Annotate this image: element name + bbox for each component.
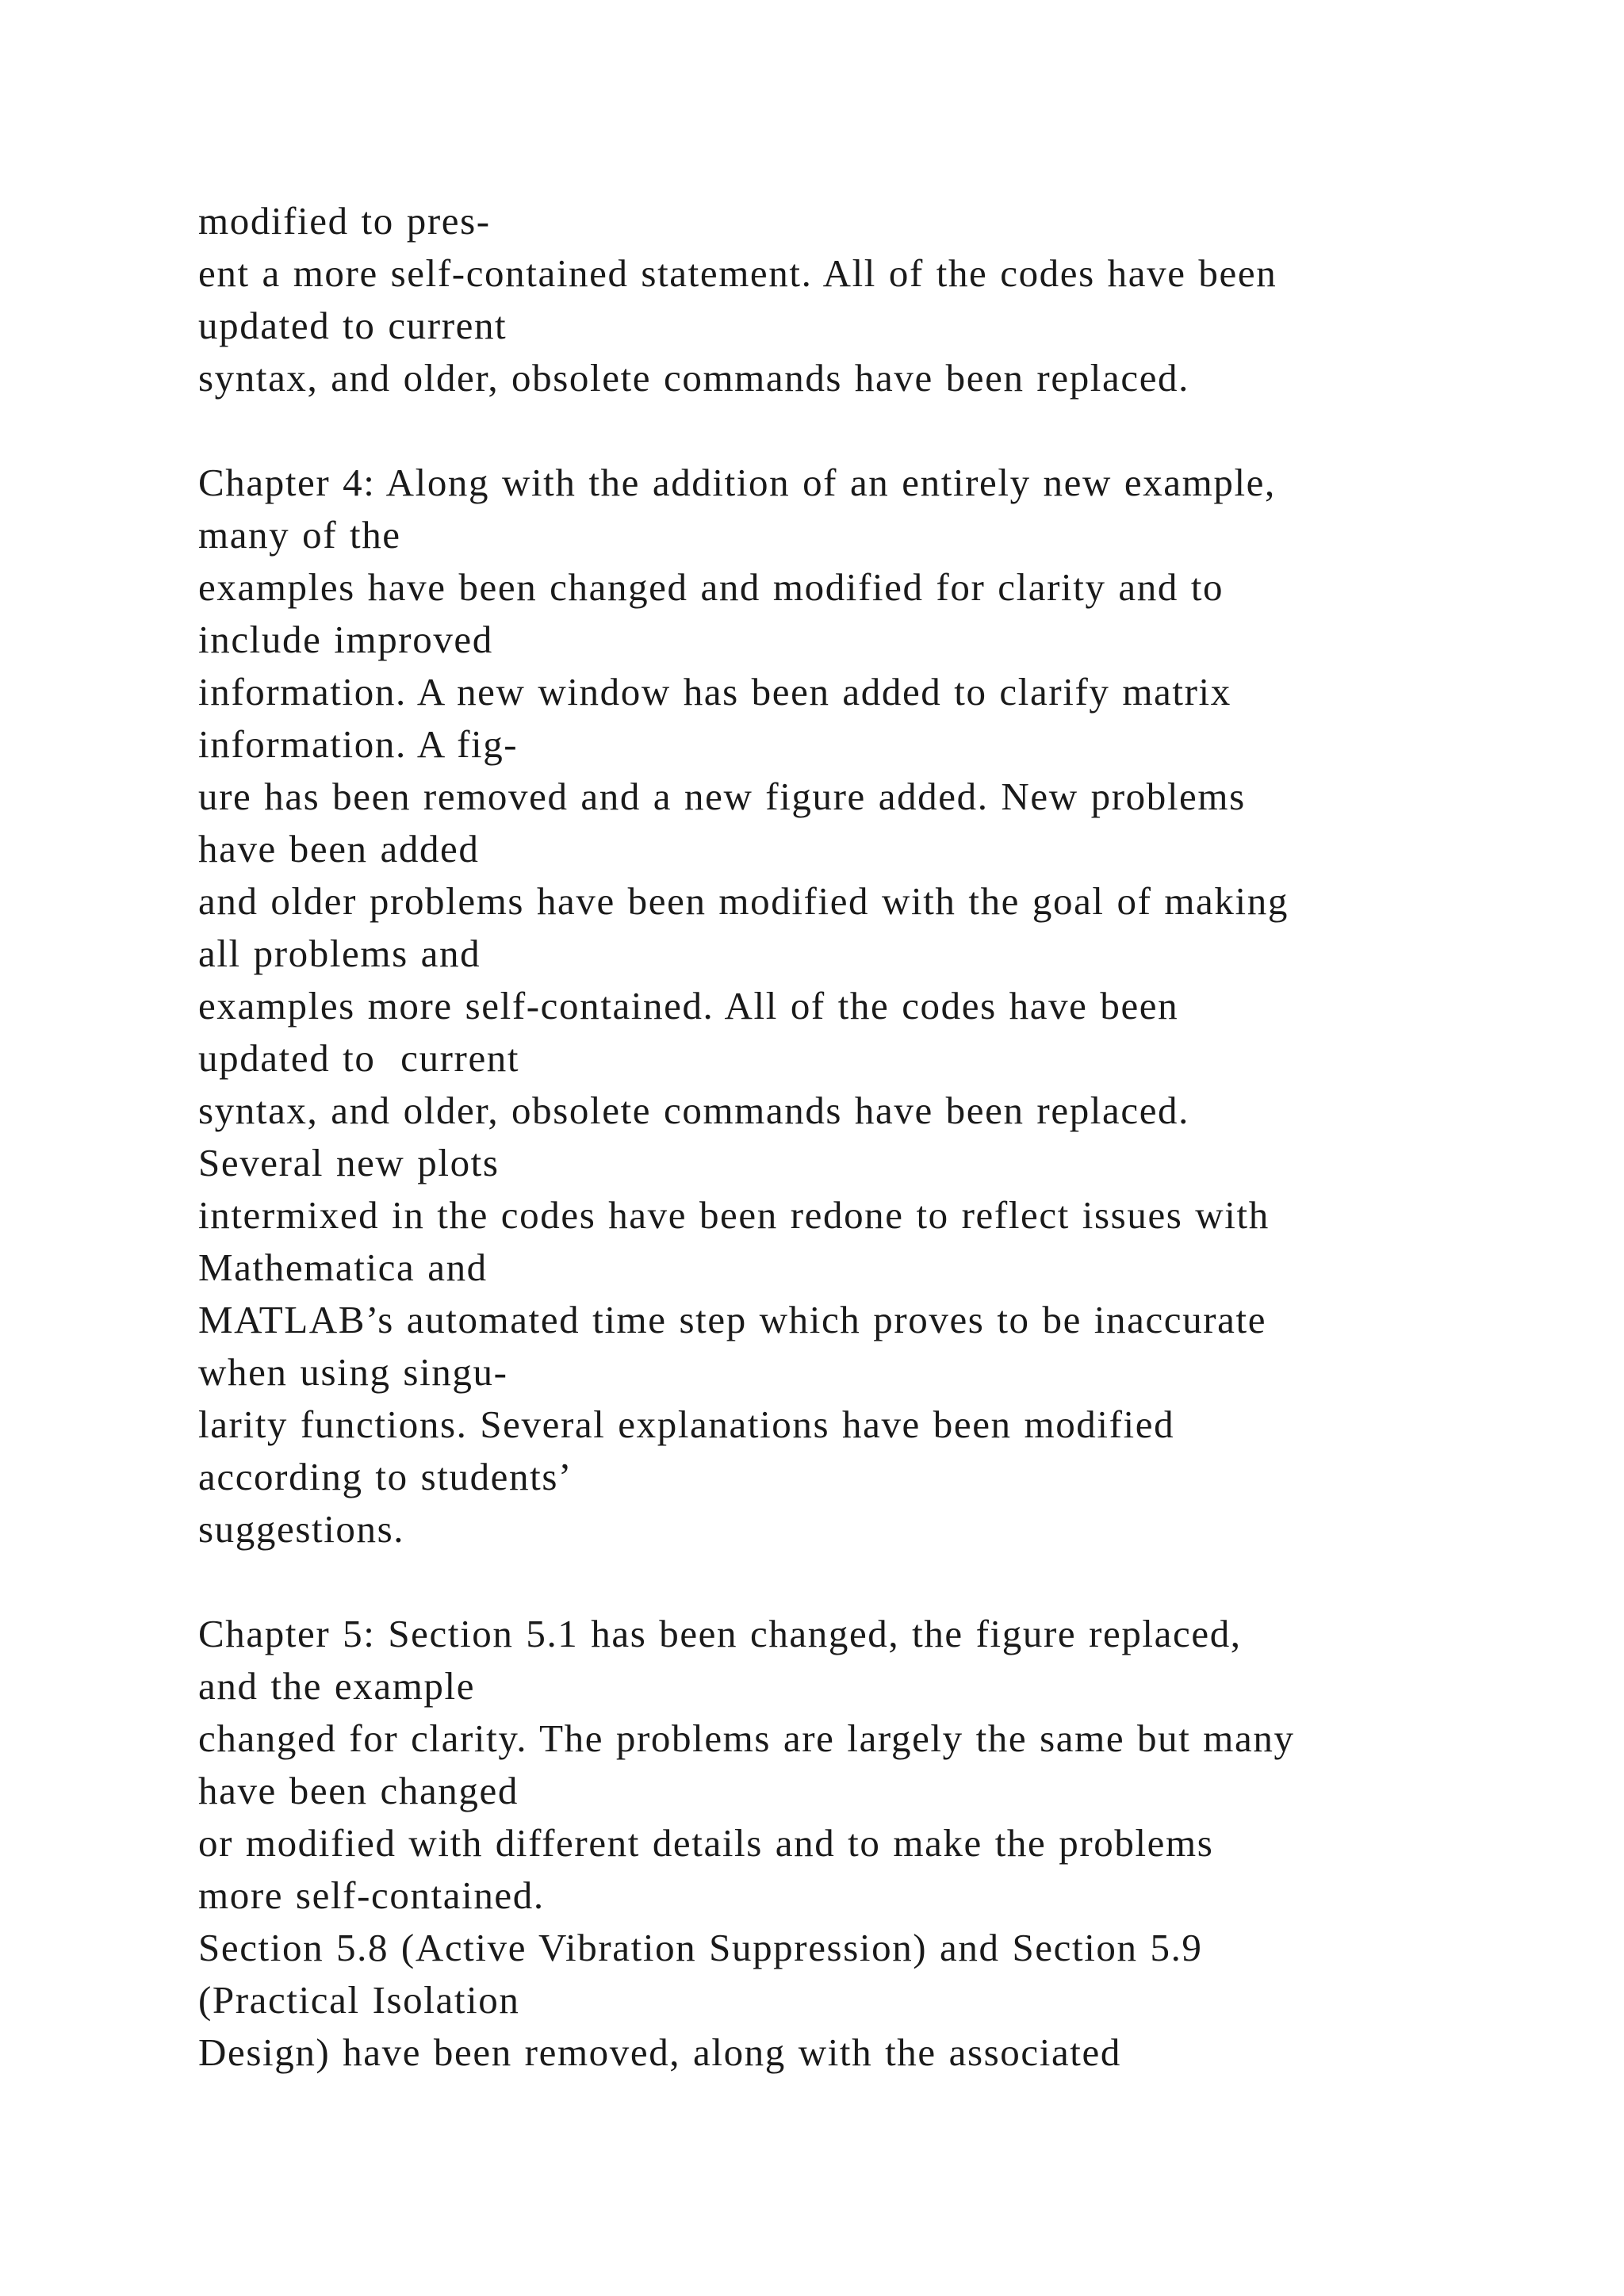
- text-line: and the example: [198, 1664, 476, 1708]
- text-line: according to students’: [198, 1455, 573, 1498]
- text-line: modified to pres-: [198, 199, 491, 243]
- text-line: and older problems have been modified with the goal of making: [198, 879, 1289, 923]
- text-line: intermixed in the codes have been redone to reflect issues with: [198, 1193, 1270, 1237]
- text-line: include improved: [198, 618, 493, 661]
- text-line: Several new plots: [198, 1141, 500, 1184]
- text-line: many of the: [198, 513, 401, 557]
- text-line: syntax, and older, obsolete commands have been replaced.: [198, 1089, 1190, 1132]
- text-line: ent a more self-contained statement. All of the codes have been: [198, 251, 1277, 295]
- text-line: (Practical Isolation: [198, 1978, 520, 2022]
- blank-line: [198, 404, 1610, 457]
- text-line: Design) have been removed, along with the associated: [198, 2030, 1121, 2074]
- text-line: changed for clarity. The problems are largely the same but many: [198, 1716, 1295, 1760]
- text-line: all problems and: [198, 932, 481, 975]
- text-line: updated to current: [198, 1036, 520, 1080]
- text-line: examples more self-contained. All of the codes have been: [198, 984, 1179, 1027]
- text-line: examples have been changed and modified for clarity and to: [198, 565, 1224, 609]
- text-line: suggestions.: [198, 1507, 405, 1551]
- text-line: Section 5.8 (Active Vibration Suppression) and Section 5.9: [198, 1926, 1203, 1969]
- text-line: Chapter 5: Section 5.1 has been changed, the figure replaced,: [198, 1612, 1242, 1655]
- blank-line: [198, 1556, 1610, 1608]
- text-line: have been changed: [198, 1769, 519, 1812]
- text-line: or modified with different details and to make the problems: [198, 1821, 1214, 1865]
- text-line: ure has been removed and a new figure added. New problems: [198, 775, 1246, 818]
- text-line: Chapter 4: Along with the addition of an entirely new example,: [198, 461, 1276, 504]
- text-line: information. A new window has been added to clarify matrix: [198, 670, 1231, 714]
- text-line: larity functions. Several explanations have been modified: [198, 1402, 1175, 1446]
- document-text: [198, 195, 1610, 2079]
- text-line: more self-contained.: [198, 1873, 545, 1917]
- text-line: Mathematica and: [198, 1246, 488, 1289]
- text-line: MATLAB’s automated time step which proves to be inaccurate: [198, 1298, 1267, 1341]
- text-line: when using singu-: [198, 1350, 508, 1394]
- text-line: information. A fig-: [198, 722, 519, 766]
- text-line: syntax, and older, obsolete commands have been replaced.: [198, 356, 1190, 400]
- text-line: updated to current: [198, 304, 508, 347]
- text-line: have been added: [198, 827, 480, 871]
